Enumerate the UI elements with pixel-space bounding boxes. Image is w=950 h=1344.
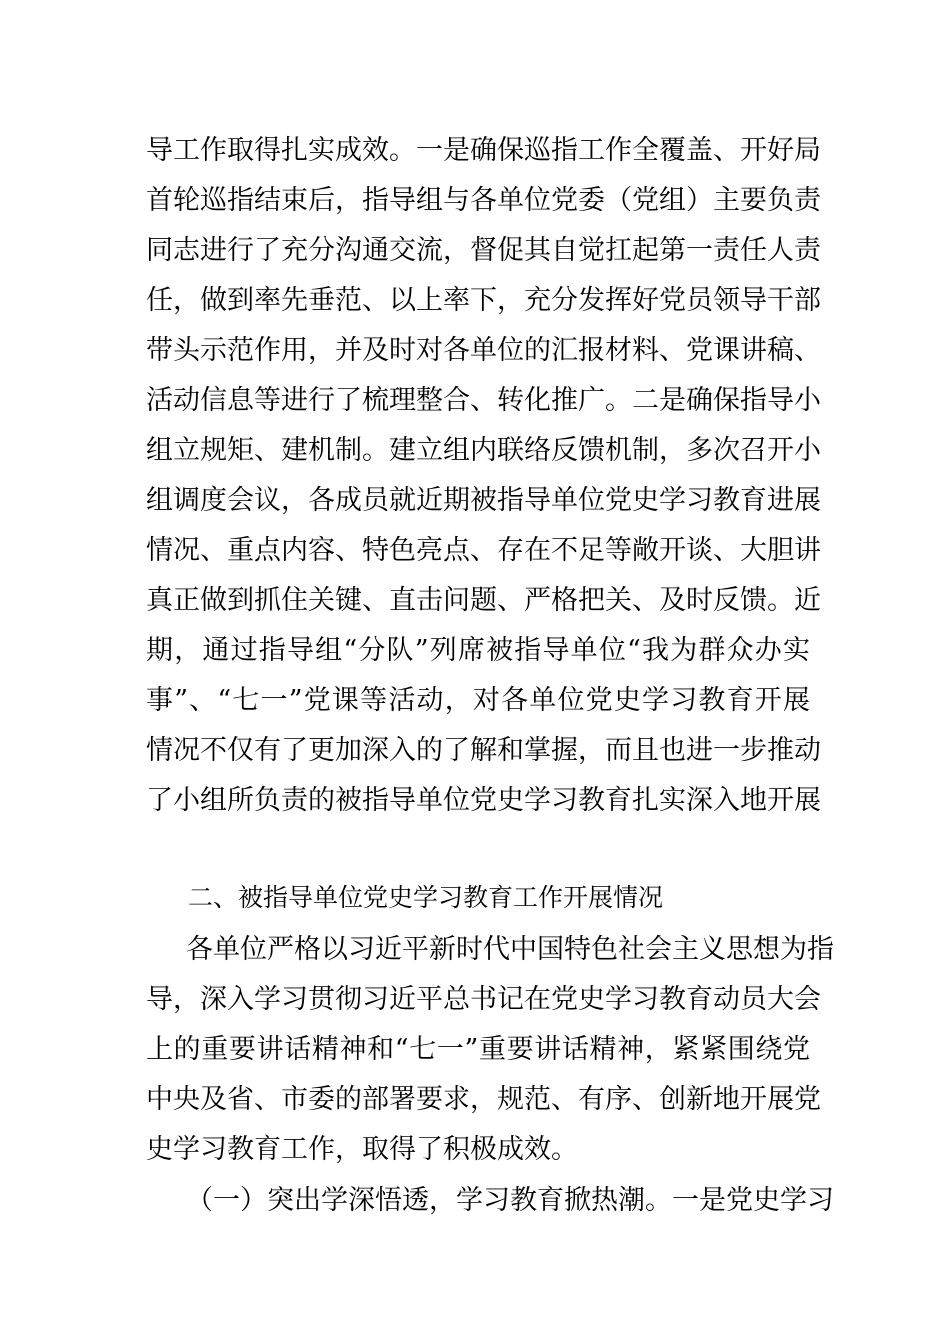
- paragraph-line: 活动信息等进行了梳理整合、转化推广。二是确保指导小: [146, 385, 821, 416]
- paragraph-line: 史学习教育工作，取得了积极成效。: [146, 1134, 578, 1165]
- paragraph-line: 情况、重点内容、特色亮点、存在不足等敞开谈、大胆讲: [146, 535, 821, 566]
- paragraph-line: 带头示范作用，并及时对各单位的汇报材料、党课讲稿、: [146, 335, 821, 366]
- section-heading: 二、被指导单位党史学习教育工作开展情况: [188, 883, 664, 912]
- paragraph-line: 导，深入学习贯彻习近平总书记在党史学习教育动员大会: [146, 984, 821, 1015]
- paragraph-line: 中央及省、市委的部署要求，规范、有序、创新地开展党: [146, 1084, 821, 1115]
- paragraph-line: 了小组所负责的被指导单位党史学习教育扎实深入地开展: [146, 785, 821, 816]
- paragraph-line: 组调度会议，各成员就近期被指导单位党史学习教育进展: [146, 485, 821, 516]
- paragraph-line: 组立规矩、建机制。建立组内联络反馈机制，多次召开小: [146, 435, 821, 466]
- paragraph-line: 同志进行了充分沟通交流，督促其自觉扛起第一责任人责: [146, 235, 821, 266]
- paragraph-line: 期，通过指导组“分队”列席被指导单位“我为群众办实: [146, 635, 810, 666]
- paragraph-line: 首轮巡指结束后，指导组与各单位党委（党组）主要负责: [146, 185, 821, 216]
- paragraph-line: 真正做到抓住关键、直击问题、严格把关、及时反馈。近: [146, 585, 821, 616]
- paragraph-line: 各单位严格以习近平新时代中国特色社会主义思想为指: [186, 934, 834, 965]
- paragraph-line: 事”、“七一”党课等活动，对各单位党史学习教育开展: [146, 685, 810, 716]
- paragraph-line: 情况不仅有了更加深入的了解和掌握，而且也进一步推动: [146, 735, 821, 766]
- paragraph-line: 任，做到率先垂范、以上率下，充分发挥好党员领导干部: [146, 285, 821, 316]
- paragraph-line: 导工作取得扎实成效。一是确保巡指工作全覆盖、开好局: [146, 135, 821, 166]
- paragraph-line: 上的重要讲话精神和“七一”重要讲话精神，紧紧围绕党: [146, 1034, 810, 1065]
- subsection-line: （一）突出学深悟透，学习教育掀热潮。一是党史学习: [186, 1185, 834, 1216]
